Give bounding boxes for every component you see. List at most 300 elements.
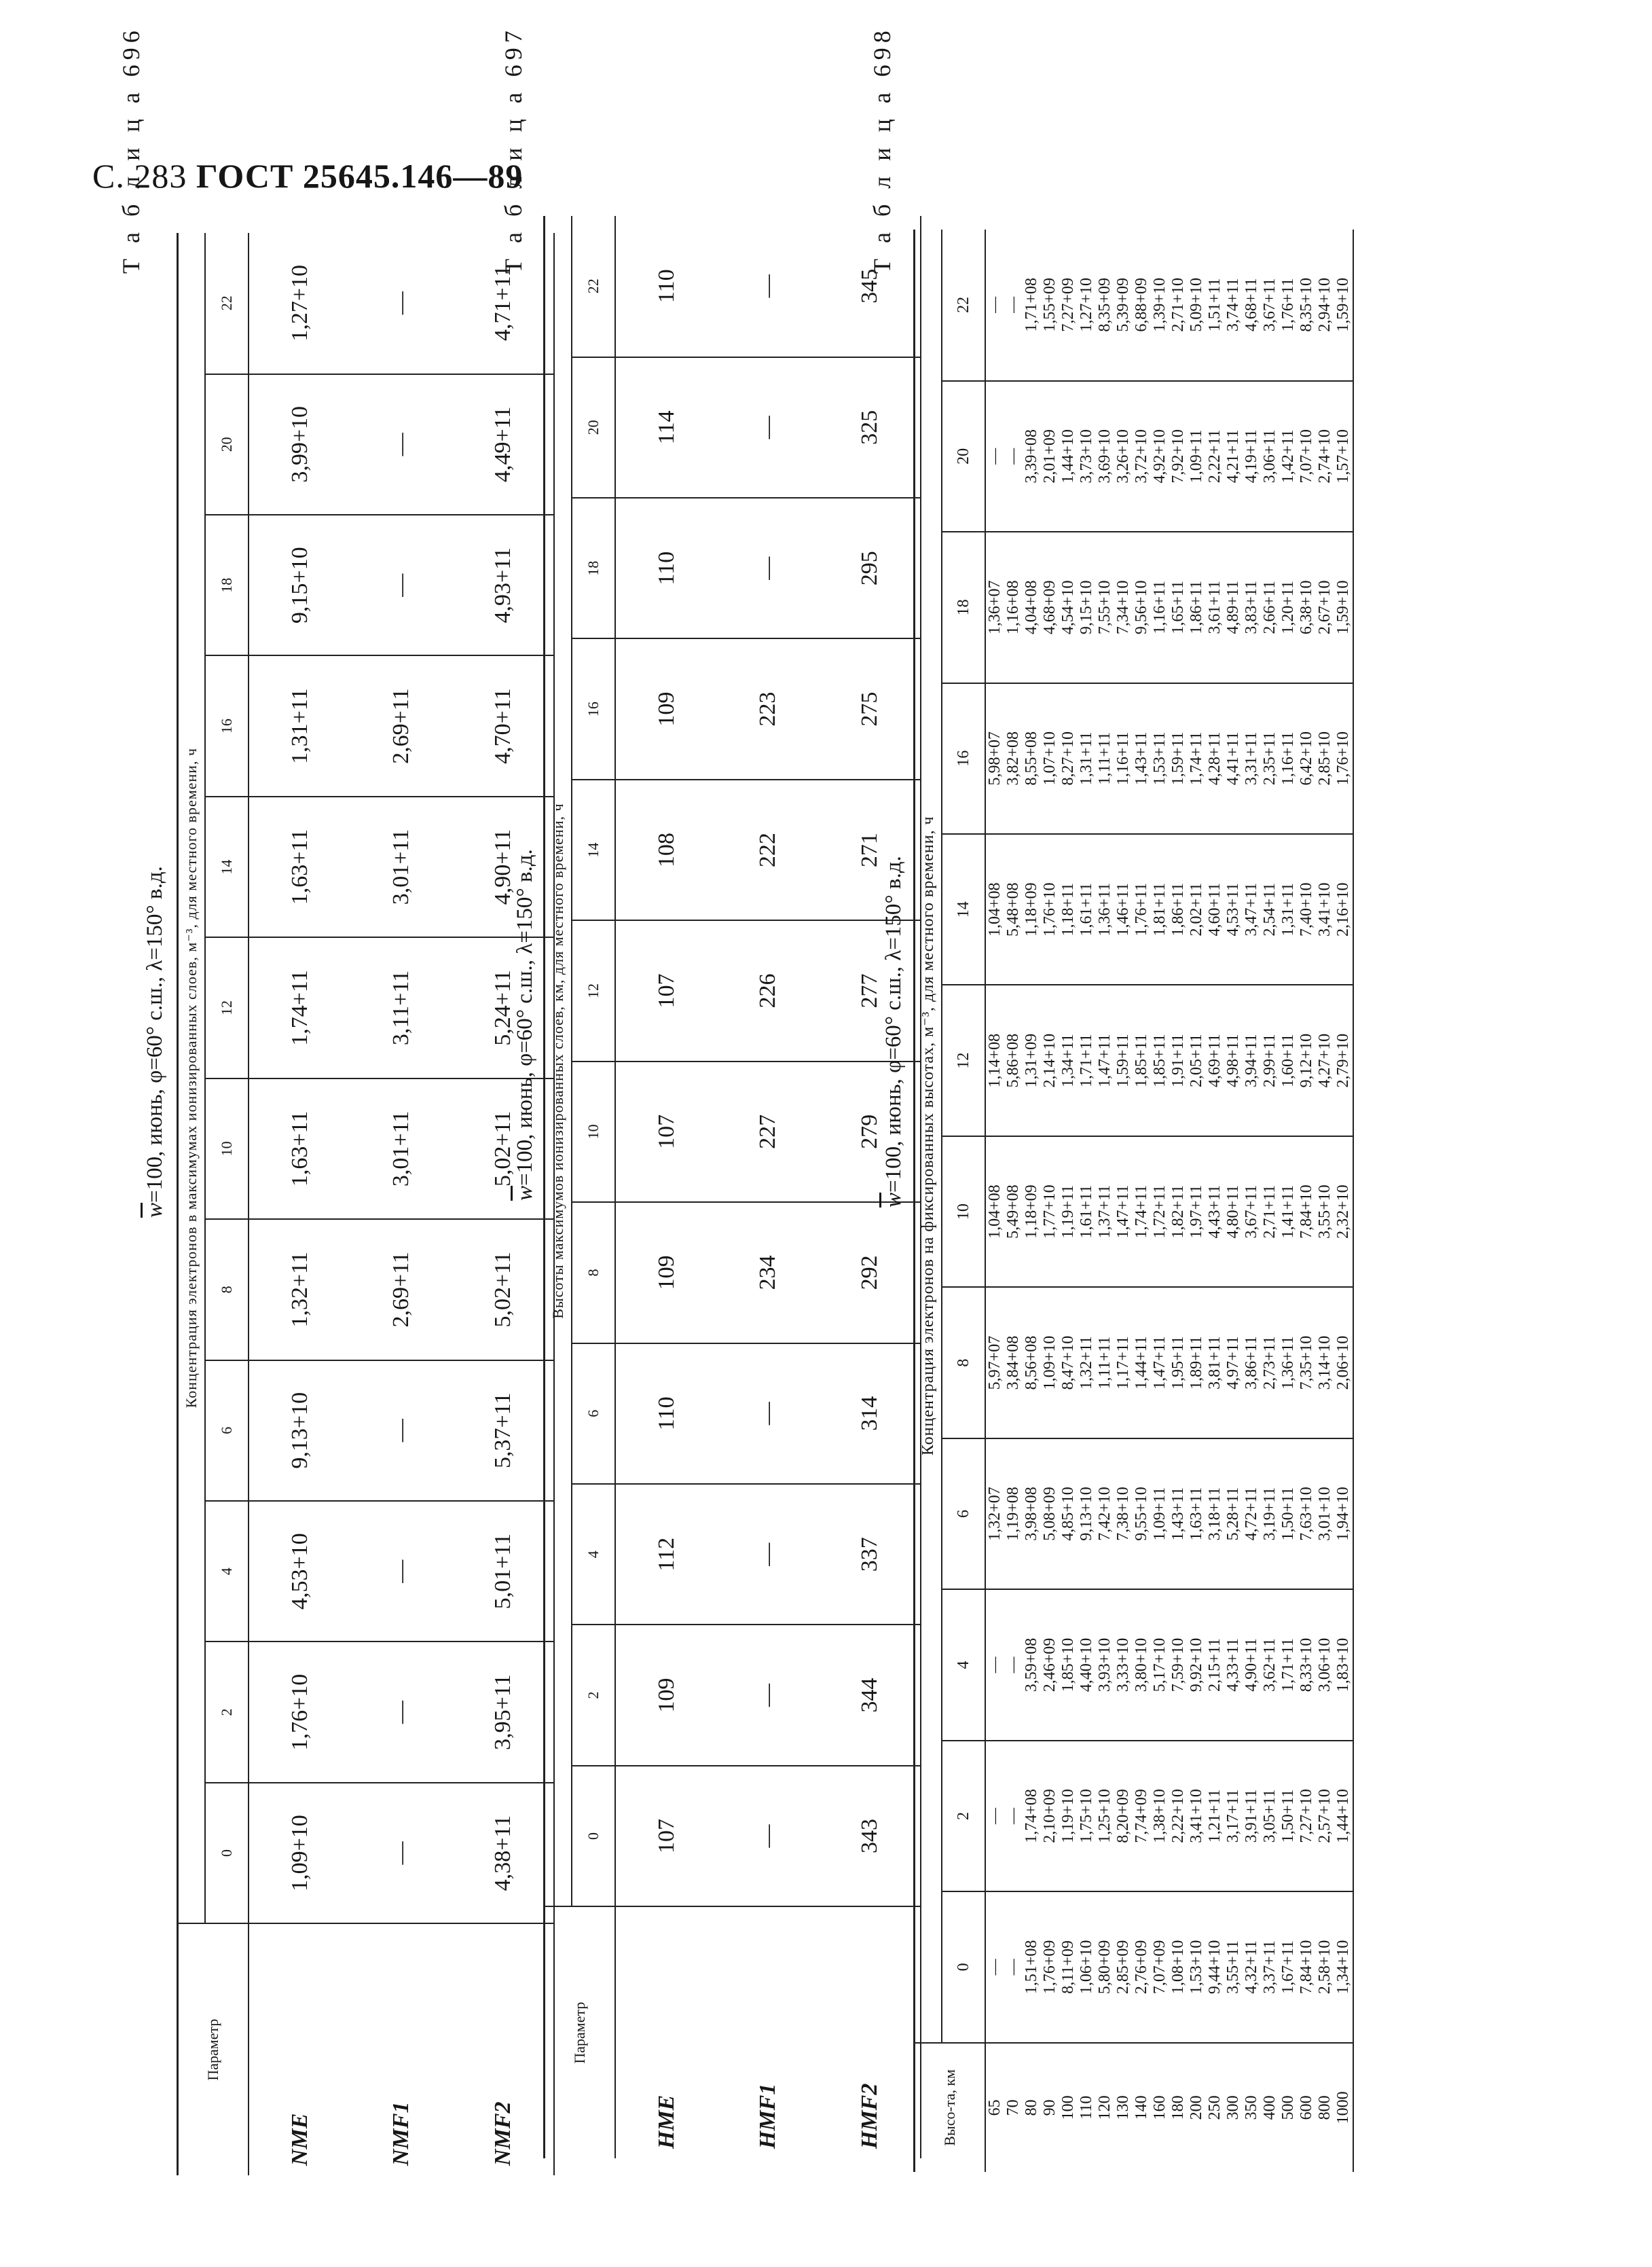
value-cell: 109: [615, 638, 717, 779]
table-697-label: Т а б л и ц а 697: [500, 26, 527, 274]
value-cell: 2,94+10: [1316, 230, 1334, 381]
table-row: [1261, 230, 1279, 2172]
value-cell: 3,62+11: [1261, 1589, 1279, 1740]
value-cell: 2,05+11: [1188, 985, 1206, 1136]
height-value: 600: [1298, 2095, 1315, 2120]
value-cell: 107: [615, 1062, 717, 1202]
value-cell: 1,85+10: [1059, 1589, 1078, 1740]
table-row: [1316, 230, 1334, 2172]
hour-header: 0: [205, 1783, 249, 1923]
value-cell: 1,61+11: [1078, 834, 1096, 985]
value-cell: 4,97+11: [1224, 1287, 1243, 1438]
value-cell: 1,65+11: [1169, 532, 1188, 683]
hour-header: 22: [942, 230, 985, 381]
value-cell: 2,58+10: [1316, 1891, 1334, 2042]
param-name: NME: [287, 2113, 312, 2166]
hour-header: 4: [572, 1484, 615, 1625]
value-cell: 3,41+10: [1188, 1741, 1206, 1891]
value-cell: 1,74+11: [1188, 683, 1206, 834]
value-cell: 1,53+11: [1151, 683, 1169, 834]
value-cell: 1,07+10: [1041, 683, 1059, 834]
table-row: [615, 216, 717, 2158]
value-cell: 8,55+08: [1023, 683, 1041, 834]
height-value: 65: [986, 2099, 1004, 2116]
value-cell: —: [350, 233, 452, 374]
value-cell: 3,26+10: [1114, 381, 1133, 532]
value-cell: —: [985, 1891, 1004, 2042]
value-cell: 1,16+08: [1004, 532, 1023, 683]
height-value: 130: [1114, 2095, 1132, 2120]
value-cell: 5,09+10: [1188, 230, 1206, 381]
table-697: [543, 216, 921, 2158]
value-cell: 8,33+10: [1298, 1589, 1316, 1740]
value-cell: 5,86+08: [1004, 985, 1023, 1136]
value-cell: 9,13+10: [249, 1360, 350, 1501]
value-cell: 1,59+11: [1114, 985, 1133, 1136]
value-cell: 3,55+10: [1316, 1136, 1334, 1287]
table-row: [1169, 230, 1188, 2172]
value-cell: 2,79+10: [1334, 985, 1353, 1136]
value-cell: 1,94+10: [1334, 1438, 1353, 1589]
value-cell: 1,76+11: [1279, 230, 1298, 381]
hour-header: 10: [942, 1136, 985, 1287]
param-header: Параметр: [178, 1923, 249, 2175]
value-cell: 9,56+10: [1133, 532, 1151, 683]
value-cell: 2,22+11: [1206, 381, 1224, 532]
height-value: 500: [1279, 2095, 1297, 2120]
value-cell: 5,97+07: [985, 1287, 1004, 1438]
value-cell: 3,99+10: [249, 374, 350, 515]
value-cell: 8,35+09: [1096, 230, 1114, 381]
value-cell: 1,60+11: [1279, 985, 1298, 1136]
value-cell: 2,10+09: [1041, 1741, 1059, 1891]
value-cell: 3,39+08: [1023, 381, 1041, 532]
value-cell: 337: [819, 1484, 921, 1625]
value-cell: 4,60+11: [1206, 834, 1224, 985]
value-cell: 5,28+11: [1224, 1438, 1243, 1589]
value-cell: 2,71+11: [1261, 1136, 1279, 1287]
value-cell: —: [1004, 1741, 1023, 1891]
value-cell: 234: [717, 1202, 819, 1343]
value-cell: 1,16+11: [1279, 683, 1298, 834]
value-cell: 1,76+10: [1041, 834, 1059, 985]
value-cell: 3,31+11: [1243, 683, 1261, 834]
table-row: [1133, 230, 1151, 2172]
hour-header: 6: [572, 1343, 615, 1484]
value-cell: 107: [615, 1766, 717, 1906]
value-cell: 1,63+11: [249, 797, 350, 937]
value-cell: 3,06+11: [1261, 381, 1279, 532]
value-cell: 3,91+11: [1243, 1741, 1261, 1891]
value-cell: 3,69+10: [1096, 381, 1114, 532]
value-cell: 9,13+10: [1078, 1438, 1096, 1589]
value-cell: 1,14+08: [985, 985, 1004, 1136]
value-cell: 7,07+10: [1298, 381, 1316, 532]
value-cell: 3,33+10: [1114, 1589, 1133, 1740]
table-row: [249, 233, 350, 2175]
table-row: [985, 230, 1004, 2172]
value-cell: 2,46+09: [1041, 1589, 1059, 1740]
height-value: 140: [1133, 2095, 1150, 2120]
height-value: 180: [1169, 2095, 1187, 2120]
param-header: Параметр: [545, 1906, 616, 2158]
value-cell: 4,38+11: [452, 1783, 554, 1923]
value-cell: 8,20+09: [1114, 1741, 1133, 1891]
value-cell: 4,28+11: [1206, 683, 1224, 834]
hour-header: 18: [942, 532, 985, 683]
value-cell: 3,14+10: [1316, 1287, 1334, 1438]
value-cell: 2,69+11: [350, 1219, 452, 1360]
hour-header: 6: [205, 1360, 249, 1501]
hour-header: 16: [205, 655, 249, 796]
value-cell: 4,68+11: [1243, 230, 1261, 381]
value-cell: 4,85+10: [1059, 1438, 1078, 1589]
value-cell: 4,54+10: [1059, 532, 1078, 683]
value-cell: 1,51+11: [1206, 230, 1224, 381]
value-cell: 292: [819, 1202, 921, 1343]
value-cell: 3,05+11: [1261, 1741, 1279, 1891]
value-cell: 1,72+11: [1151, 1136, 1169, 1287]
value-cell: 3,73+10: [1078, 381, 1096, 532]
value-cell: 1,32+11: [1078, 1287, 1096, 1438]
value-cell: 345: [819, 216, 921, 357]
value-cell: 3,74+11: [1224, 230, 1243, 381]
value-cell: 1,31+11: [249, 655, 350, 796]
hour-header: 22: [572, 216, 615, 357]
value-cell: 4,90+11: [452, 797, 554, 937]
value-cell: 4,19+11: [1243, 381, 1261, 532]
value-cell: 3,82+08: [1004, 683, 1023, 834]
value-cell: 1,74+11: [249, 937, 350, 1078]
table-row: [1279, 230, 1298, 2172]
value-cell: 1,31+11: [1078, 683, 1096, 834]
value-cell: 7,27+10: [1298, 1741, 1316, 1891]
table-row: [717, 216, 819, 2158]
hour-header: 20: [205, 374, 249, 515]
value-cell: 4,27+10: [1316, 985, 1334, 1136]
value-cell: 2,35+11: [1261, 683, 1279, 834]
table-row: [1096, 230, 1114, 2172]
table-row: [1078, 230, 1096, 2172]
value-cell: 1,16+11: [1114, 683, 1133, 834]
param-name: NMF2: [490, 2101, 515, 2166]
hour-header: 0: [572, 1766, 615, 1906]
value-cell: 3,41+10: [1316, 834, 1334, 985]
value-cell: 1,36+11: [1279, 1287, 1298, 1438]
value-cell: —: [985, 230, 1004, 381]
hour-header: 12: [572, 920, 615, 1061]
value-cell: 1,61+11: [1078, 1136, 1096, 1287]
value-cell: —: [717, 1625, 819, 1765]
group-header: Концентрация электронов на фиксированных высотах, м⁻³, для местного времени, ч: [915, 230, 942, 2043]
height-value: 90: [1041, 2099, 1059, 2116]
value-cell: 109: [615, 1202, 717, 1343]
value-cell: 1,75+10: [1078, 1741, 1096, 1891]
value-cell: 2,06+10: [1334, 1287, 1353, 1438]
value-cell: 3,98+08: [1023, 1438, 1041, 1589]
value-cell: 3,67+11: [1261, 230, 1279, 381]
value-cell: 1,32+07: [985, 1438, 1004, 1589]
value-cell: 1,31+11: [1279, 834, 1298, 985]
table-row: [1298, 230, 1316, 2172]
table-698-title: $\overline{w}=100$, июнь, φ=60° с.ш., λ=150° в.д.: [881, 856, 906, 1208]
value-cell: 1,47+11: [1151, 1287, 1169, 1438]
value-cell: 3,47+11: [1243, 834, 1261, 985]
value-cell: 1,85+11: [1151, 985, 1169, 1136]
value-cell: 7,38+10: [1114, 1438, 1133, 1589]
value-cell: 5,08+09: [1041, 1438, 1059, 1589]
hour-header: 2: [205, 1642, 249, 1782]
value-cell: 9,44+10: [1206, 1891, 1224, 2042]
value-cell: 1,47+11: [1096, 985, 1114, 1136]
value-cell: 2,14+10: [1041, 985, 1059, 1136]
table-row: [1151, 230, 1169, 2172]
value-cell: 2,01+09: [1041, 381, 1059, 532]
value-cell: 1,19+10: [1059, 1741, 1078, 1891]
table-698-label: Т а б л и ц а 698: [868, 26, 896, 274]
value-cell: 2,22+10: [1169, 1741, 1188, 1891]
value-cell: 5,17+10: [1151, 1589, 1169, 1740]
value-cell: 3,84+08: [1004, 1287, 1023, 1438]
value-cell: 2,02+11: [1188, 834, 1206, 985]
value-cell: 1,21+11: [1206, 1741, 1224, 1891]
value-cell: 3,01+11: [350, 1078, 452, 1219]
value-cell: 9,15+10: [1078, 532, 1096, 683]
value-cell: 314: [819, 1343, 921, 1484]
value-cell: 222: [717, 780, 819, 920]
value-cell: 7,84+10: [1298, 1891, 1316, 2042]
value-cell: —: [350, 1783, 452, 1923]
value-cell: 7,92+10: [1169, 381, 1188, 532]
value-cell: 3,95+11: [452, 1642, 554, 1782]
value-cell: 1,37+11: [1096, 1136, 1114, 1287]
value-cell: 1,71+11: [1078, 985, 1096, 1136]
value-cell: 1,86+11: [1169, 834, 1188, 985]
value-cell: 1,42+11: [1279, 381, 1298, 532]
table-row: [1334, 230, 1353, 2172]
value-cell: 3,93+10: [1096, 1589, 1114, 1740]
value-cell: —: [1004, 1589, 1023, 1740]
value-cell: 7,59+10: [1169, 1589, 1188, 1740]
value-cell: 1,34+10: [1334, 1891, 1353, 2042]
value-cell: —: [985, 1589, 1004, 1740]
value-cell: 2,32+10: [1334, 1136, 1353, 1287]
height-value: 1000: [1334, 2091, 1352, 2124]
value-cell: 2,85+09: [1114, 1891, 1133, 2042]
value-cell: 1,83+10: [1334, 1589, 1353, 1740]
value-cell: 1,71+11: [1279, 1589, 1298, 1740]
value-cell: 4,93+11: [452, 515, 554, 655]
value-cell: 8,27+10: [1059, 683, 1078, 834]
value-cell: 1,17+11: [1114, 1287, 1133, 1438]
value-cell: —: [985, 381, 1004, 532]
value-cell: —: [350, 1501, 452, 1642]
value-cell: 1,74+08: [1023, 1741, 1041, 1891]
value-cell: 5,37+11: [452, 1360, 554, 1501]
value-cell: 1,09+11: [1188, 381, 1206, 532]
value-cell: 1,31+09: [1023, 985, 1041, 1136]
value-cell: 1,59+10: [1334, 230, 1353, 381]
table-row: [350, 233, 452, 2175]
table-696: [177, 233, 555, 2175]
value-cell: 4,92+10: [1151, 381, 1169, 532]
value-cell: —: [350, 374, 452, 515]
value-cell: 1,18+11: [1059, 834, 1078, 985]
value-cell: 7,55+10: [1096, 532, 1114, 683]
hour-header: 16: [572, 638, 615, 779]
value-cell: 5,48+08: [1004, 834, 1023, 985]
value-cell: 1,11+11: [1096, 1287, 1114, 1438]
value-cell: 3,18+11: [1206, 1438, 1224, 1589]
value-cell: 6,88+09: [1133, 230, 1151, 381]
value-cell: 112: [615, 1484, 717, 1625]
height-header: Высо-та, км: [915, 2043, 986, 2172]
value-cell: 5,49+08: [1004, 1136, 1023, 1287]
value-cell: 7,63+10: [1298, 1438, 1316, 1589]
value-cell: 3,11+11: [350, 937, 452, 1078]
value-cell: 3,06+10: [1316, 1589, 1334, 1740]
value-cell: 343: [819, 1766, 921, 1906]
value-cell: 277: [819, 920, 921, 1061]
value-cell: 1,53+10: [1188, 1891, 1206, 2042]
hour-header: 20: [572, 357, 615, 498]
value-cell: 8,11+09: [1059, 1891, 1078, 2042]
value-cell: 2,71+10: [1169, 230, 1188, 381]
value-cell: 1,44+11: [1133, 1287, 1151, 1438]
height-value: 80: [1023, 2099, 1040, 2116]
param-name: HMF1: [755, 2083, 780, 2149]
value-cell: 223: [717, 638, 819, 779]
value-cell: 1,74+11: [1133, 1136, 1151, 1287]
value-cell: 6,38+10: [1298, 532, 1316, 683]
param-name: NMF1: [388, 2101, 414, 2166]
value-cell: 279: [819, 1062, 921, 1202]
value-cell: 1,09+11: [1151, 1438, 1169, 1589]
hour-header: 18: [205, 515, 249, 655]
value-cell: 1,59+11: [1169, 683, 1188, 834]
value-cell: 2,99+11: [1261, 985, 1279, 1136]
standard-name: ГОСТ: [196, 157, 294, 195]
value-cell: 4,04+08: [1023, 532, 1041, 683]
table-row: [1188, 230, 1206, 2172]
value-cell: 1,11+11: [1096, 683, 1114, 834]
height-value: 200: [1188, 2095, 1205, 2120]
value-cell: 9,12+10: [1298, 985, 1316, 1136]
value-cell: 2,85+10: [1316, 683, 1334, 834]
height-value: 120: [1096, 2095, 1114, 2120]
value-cell: 3,81+11: [1206, 1287, 1224, 1438]
value-cell: 3,17+11: [1224, 1741, 1243, 1891]
value-cell: 4,72+11: [1243, 1438, 1261, 1589]
value-cell: 3,01+10: [1316, 1438, 1334, 1589]
value-cell: 4,49+11: [452, 374, 554, 515]
value-cell: 1,27+10: [249, 233, 350, 374]
table-row: [1004, 230, 1023, 2172]
height-value: 250: [1206, 2095, 1224, 2120]
table-697-title: $\overline{w}=100$, июнь, φ=60° с.ш., λ=150° в.д.: [513, 849, 537, 1201]
value-cell: 1,63+11: [249, 1078, 350, 1219]
value-cell: 4,33+11: [1224, 1589, 1243, 1740]
value-cell: 5,02+11: [452, 1219, 554, 1360]
table-row: [1243, 230, 1261, 2172]
value-cell: 7,84+10: [1298, 1136, 1316, 1287]
group-header: Высоты максимумов ионизированных слоев, км, для местного времени, ч: [545, 216, 572, 1906]
table-row: [1059, 230, 1078, 2172]
value-cell: 1,19+11: [1059, 1136, 1078, 1287]
value-cell: 1,18+09: [1023, 834, 1041, 985]
value-cell: 2,54+11: [1261, 834, 1279, 985]
value-cell: 1,50+11: [1279, 1438, 1298, 1589]
value-cell: 1,04+08: [985, 834, 1004, 985]
value-cell: 3,67+11: [1243, 1136, 1261, 1287]
height-value: 100: [1059, 2095, 1077, 2120]
value-cell: 5,02+11: [452, 1078, 554, 1219]
value-cell: 1,36+07: [985, 532, 1004, 683]
value-cell: 110: [615, 498, 717, 638]
value-cell: 344: [819, 1625, 921, 1765]
value-cell: 4,43+11: [1206, 1136, 1224, 1287]
value-cell: 1,43+11: [1133, 683, 1151, 834]
value-cell: 1,81+11: [1151, 834, 1169, 985]
value-cell: —: [717, 1484, 819, 1625]
hour-header: 16: [942, 683, 985, 834]
value-cell: 114: [615, 357, 717, 498]
value-cell: 2,74+10: [1316, 381, 1334, 532]
value-cell: 7,07+09: [1151, 1891, 1169, 2042]
value-cell: 1,09+10: [249, 1783, 350, 1923]
value-cell: 4,32+11: [1243, 1891, 1261, 2042]
table-696-title: $\overline{w}=100$, июнь, φ=60° с.ш., λ=150° в.д.: [143, 866, 167, 1218]
value-cell: 4,68+09: [1041, 532, 1059, 683]
value-cell: 3,94+11: [1243, 985, 1261, 1136]
value-cell: 4,80+11: [1224, 1136, 1243, 1287]
hour-header: 22: [205, 233, 249, 374]
value-cell: —: [1004, 230, 1023, 381]
value-cell: 8,35+10: [1298, 230, 1316, 381]
value-cell: 1,95+11: [1169, 1287, 1188, 1438]
hour-header: 8: [205, 1219, 249, 1360]
value-cell: 1,97+11: [1188, 1136, 1206, 1287]
value-cell: 227: [717, 1062, 819, 1202]
value-cell: 1,82+11: [1169, 1136, 1188, 1287]
table-row: [1206, 230, 1224, 2172]
value-cell: —: [717, 357, 819, 498]
value-cell: 3,59+08: [1023, 1589, 1041, 1740]
value-cell: 271: [819, 780, 921, 920]
value-cell: 7,74+09: [1133, 1741, 1151, 1891]
value-cell: 1,71+08: [1023, 230, 1041, 381]
value-cell: 110: [615, 216, 717, 357]
value-cell: 1,59+10: [1334, 532, 1353, 683]
hour-header: 10: [572, 1062, 615, 1202]
value-cell: 275: [819, 638, 921, 779]
value-cell: 3,80+10: [1133, 1589, 1151, 1740]
table-row: [1224, 230, 1243, 2172]
value-cell: 108: [615, 780, 717, 920]
value-cell: 1,89+11: [1188, 1287, 1206, 1438]
value-cell: 3,55+11: [1224, 1891, 1243, 2042]
value-cell: 1,76+10: [1334, 683, 1353, 834]
hour-header: 20: [942, 381, 985, 532]
hour-header: 6: [942, 1438, 985, 1589]
height-value: 400: [1261, 2095, 1279, 2120]
value-cell: 2,69+11: [350, 655, 452, 796]
value-cell: 1,04+08: [985, 1136, 1004, 1287]
value-cell: 1,44+10: [1059, 381, 1078, 532]
value-cell: 2,16+10: [1334, 834, 1353, 985]
value-cell: 1,47+11: [1114, 1136, 1133, 1287]
table-row: [1114, 230, 1133, 2172]
